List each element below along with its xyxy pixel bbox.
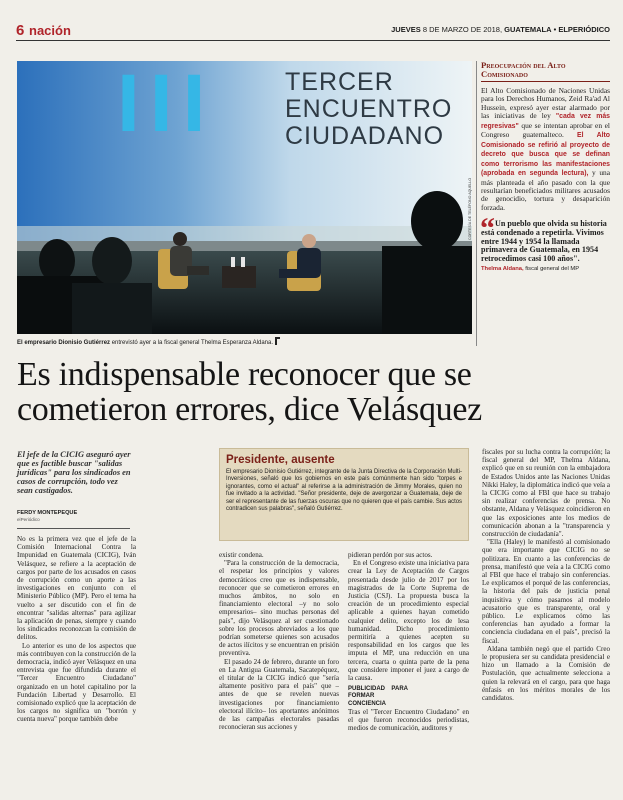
event-photo	[17, 61, 472, 334]
header-date: 8 DE MARZO DE 2018,	[422, 25, 503, 34]
photo-caption	[17, 337, 487, 347]
header-bullet: •	[553, 25, 557, 34]
byline-org: elPeriódico	[17, 517, 40, 522]
deck-rule	[17, 528, 130, 529]
col4-para-2: "Ella (Haley) le manifestó al comisionado que era importante que CICIG no se politizara. En cuanto a las conferencias de prensa, manifestó que veía a la CICIG como al FBI que hace el trabajo sin conferencias. Le explicamos el porqué de las conferencias, la historia del país de justicia penal inquisitiva y cómo pasamos al modelo acusatorio que es transparente, oral y público. Le explicamos cómo las conferencias han ayudado a formar la conciencia ciudadana en el país", precisó la fiscal.	[482, 538, 610, 645]
photo-credit: CORTESÍA DE TELÉFONO AQUELLO	[468, 177, 472, 240]
header-paper: ELPERIÓDICO	[558, 25, 610, 34]
col3-subhead: PUBLICIDAD PARA FORMAR CONCIENCIA	[348, 686, 408, 707]
quote-role: fiscal general del MP	[525, 265, 580, 272]
byline: FERDY MONTEPEQUE	[17, 510, 78, 516]
sidebar-quote	[480, 212, 610, 264]
page-number: 6	[16, 22, 25, 39]
sidebar-highlight-2: El Alto Comisionado se refirió al proyecto de decreto que busca que se definan como terrorismo las manifestaciones (aprobada en segunda lectura),	[481, 132, 610, 178]
header-day: JUEVES	[391, 25, 421, 34]
caption-text: entrevistó ayer a la fiscal general Thelma Esperanza Aldana.	[111, 340, 274, 346]
quote-mark-icon: “	[480, 212, 495, 246]
quote-author: Thelma Aldana,	[481, 265, 524, 272]
col4-para-1: fiscales por su lucha contra la corrupción; la fiscal general del MP, Thelma Aldana, explicó que en su reunión con la embajadora de Estados Unidos ante las Naciones Unidas Nikki Haley, la diplomática indicó que veía a la CICIG como al FBI que hace su trabajo sin realizar conferencias de prensa. No obstante, Aldana y Velásquez coincidieron en que las exposiciones ante los medios de comunicación abonan a la "transparencia y construcción de ciudadanía".	[482, 448, 610, 539]
column-3	[348, 551, 469, 776]
caption-bold: El empresario Dionisio Gutiérrez	[17, 340, 111, 346]
banner-line-2: ENCUENTRO	[285, 95, 453, 123]
col3-para-3: Tras el "Tercer Encuentro Ciudadano" en el que fueron reconocidos periodistas, medios de comunicación, auditores y	[348, 707, 469, 733]
deck: El jefe de la CICIG aseguró ayer que es factible buscar "salidas jurídicas" para los sindicados en casos de corrupción, todo vez sean castigados.	[17, 450, 131, 495]
sidebar-body-start: El Alto Comisionado de Naciones Unidas para los Derechos Humanos, Zeid Ra'ad Al Hussein, expresó ayer estar alarmado por las iniciativas de ley	[481, 86, 610, 121]
column-4	[482, 448, 610, 776]
sidebar-title: Preocupación del Alto Comisionado	[481, 61, 610, 82]
col1-para-2: Lo anterior es uno de los aspectos que más contribuyen con la construcción de la democracia, indicó ayer Velásquez en una entrevista que fue difundida durante el "Tercer Encuentro Ciudadano" organizado en un hotel capitalino por la Fundación Libertad y Desarrollo. El comisionado explicó que la aceptación de los cargos no significa un "borrón y cuenta nueva" porque también debe	[17, 641, 136, 724]
banner-line-1: TERCER	[285, 68, 394, 96]
column-2	[219, 551, 339, 776]
sidebar-body-end: y una más planteada el año pasado con la que resultarían beneficiados militares acusados de genocidio, tortura y desaparición forzada.	[481, 168, 610, 212]
headline: Es indispensable reconocer que se cometieron errores, dice Velásquez	[17, 356, 482, 428]
sidebar	[481, 61, 610, 272]
col4-para-3: Aldana también negó que el partido Creo le propusiera ser su candidata presidencial e hizo un llamado a la Comisión de Postulación, que actualmente selecciona a quien la relevará en el cargo, para que haga énfasis en los méritos morales de los candidatos.	[482, 644, 610, 703]
header-rule	[16, 40, 610, 41]
sidebar-body	[481, 87, 610, 212]
col2-para-1: existir condena.	[219, 551, 264, 559]
col3-para-2: En el Congreso existe una iniciativa para crear la Ley de Aceptación de Cargos presentada desde julio de 2017 por los magistrados de la Corte Suprema de Justicia (CSJ). La propuesta busca la creación de un procedimiento especial aplicable a quienes hayan cometido cualquier delito, excepto los de lesa humanidad. Dicho procedimiento permitiría a quienes acepten su responsabilidad en los cargos que les imputa el MP, una reducción en una tercera, cuarta o quinta parte de la pena que considere imponer el juez a cargo de la causa.	[348, 559, 469, 683]
column-1	[17, 535, 136, 775]
col2-para-2: "Para la construcción de la democracia, el respetar los principios y valores democráticos creo que es indispensable, reconocer que se cometieron errores en muchos ámbitos, no solo en financiamiento electoral –y no solo empresarios– sino muchas personas del país", dijo Velásquez al ser cuestionado sobre los procesos abreviados a los que podrían someterse quienes son acusados de actos ilícitos y se encuentran en prisión preventiva.	[219, 559, 339, 658]
col2-para-3: El pasado 24 de febrero, durante un foro en La Antigua Guatemala, Sacatepéquez, el titular de la CICIG indicó que "sería altamente positivo para el país" que –antes de que se revelen nuevas investigaciones por financiamiento electoral ilícito– los aportantes anónimos de las campañas electorales pasadas reconocieran sus acciones y	[219, 657, 339, 732]
quote-text: Un pueblo que olvida su historia está condenado a repetirla. Vivimos entre 1944 y 1954 la llamada primavera de Guatemala, en 1954 retrocedimos casi 100 años".	[481, 219, 607, 264]
header-place: GUATEMALA	[504, 25, 552, 34]
col1-para-1: No es la primera vez que el jefe de la Comisión Internacional Contra la Impunidad en Guatemala (CICIG), Iván Velásquez, se refiere a la aceptación de cargos por parte de los acusados en casos de corrupción como un aporte a las investigaciones en conjunto con el Ministerio Público (MP). Pero el tema ha vuelto a ser discutido con el fin de encontrar "salidas alternas" para agilizar la aplicación de penas, siempre y cuando los sindicados reconozcan la comisión de delitos.	[17, 535, 136, 642]
boxed-note	[219, 448, 469, 541]
boxed-title: Presidente, ausente	[226, 454, 335, 466]
section-name: nación	[29, 23, 71, 38]
sidebar-rule	[476, 61, 477, 346]
col3-para-1: pidieran perdón por sus actos.	[348, 551, 433, 559]
sidebar-body-mid: que se intentan aprobar en el Congreso guatemalteco.	[481, 120, 610, 140]
boxed-text: El empresario Dionisio Gutiérrez, integrante de la Junta Directiva de la Corporación Multi-Inversiones, señaló que los gobiernos en este país comúnmente han sido "torpes e ignorantes, como el actual" al referirse a la administración de Jimmy Morales, quien no fue invitado a la actividad. "Señor presidente, deje de avergonzar a Guatemala, deje de ser el representante de las fuerzas oscuras que no quieren que el país cambie. Sus actos contradicen sus palabras", señaló Gutiérrez.	[226, 469, 462, 513]
page-header	[16, 22, 610, 38]
banner-line-3: CIUDADANO	[285, 122, 445, 150]
caption-mark-icon	[275, 337, 280, 345]
banner-roman: III	[117, 61, 216, 149]
sidebar-highlight-1: "cada vez más regresivas"	[481, 113, 610, 130]
